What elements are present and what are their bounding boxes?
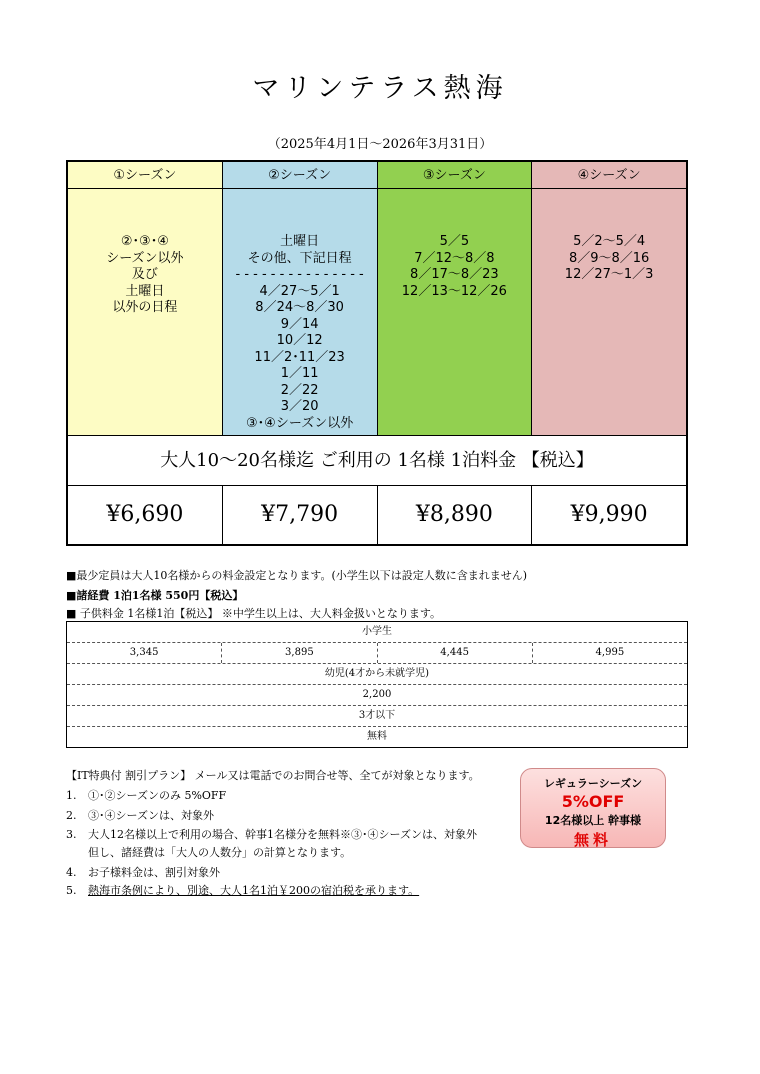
badge-line-1: レギュラーシーズン <box>543 777 643 790</box>
plan-item <box>66 787 226 803</box>
toddler-label: 3才以下 <box>67 706 687 727</box>
item-number: 2. <box>66 809 77 822</box>
date-line: 5／5 <box>439 234 470 249</box>
date-line: 8／9～8／16 <box>568 250 650 266</box>
date-line: 及び <box>131 267 158 282</box>
child-fee-table <box>66 621 688 748</box>
plan-item <box>66 864 220 880</box>
plan-heading: 【IT特典付 割引プラン】 メール又は電話でのお問合せ等、全てが対象となります。 <box>66 769 480 782</box>
date-line: ③･④シーズン以外 <box>246 415 354 431</box>
infant-price: 2,200 <box>67 685 687 706</box>
item-number: 4. <box>66 866 77 879</box>
infant-label: 幼児(4才から未就学児) <box>67 664 687 685</box>
season-header-row <box>68 162 686 189</box>
season-4-header: ④シーズン <box>532 162 686 189</box>
date-line: 10／12 <box>276 333 323 348</box>
badge-discount: 5%OFF <box>561 792 625 811</box>
season-price-table <box>66 160 688 546</box>
rate-note: 大人10～20名様迄 ご利用の 1名様 1泊料金 【税込】 <box>68 435 686 486</box>
date-line: 8／24～8／30 <box>255 300 344 315</box>
expenses-note: ■諸経費 1泊1名様 550円【税込】 <box>66 589 244 602</box>
elementary-label: 小学生 <box>67 622 687 643</box>
date-line: 12／13～12／26 <box>401 283 507 299</box>
date-line: 1／11 <box>280 366 319 381</box>
date-line: 2／22 <box>280 382 319 398</box>
item-text: ①･②シーズンのみ 5%OFF <box>88 789 227 802</box>
season-4-dates <box>532 189 686 435</box>
badge-line-3: 12名様以上 幹事様 <box>544 814 642 827</box>
date-line: 土曜日 <box>125 283 165 299</box>
item-text: ③･④シーズンは、対象外 <box>88 809 214 822</box>
season-3-price: ¥8,890 <box>378 486 533 544</box>
season-4-price: ¥9,990 <box>570 502 648 527</box>
validity-period: （2025年4月1日～2026年3月31日） <box>267 137 493 152</box>
date-line: 以外の日程 <box>112 300 178 315</box>
season-1-dates <box>68 189 223 435</box>
season-3-dates <box>378 189 533 435</box>
season-2-dates <box>223 189 378 435</box>
season-2-price: ¥7,790 <box>223 486 378 544</box>
item-text: 熱海市条例により、別途、大人1名1泊￥200の宿泊税を承ります。 <box>88 884 420 897</box>
item-number: 1. <box>66 789 77 802</box>
item-text: お子様料金は、割引対象外 <box>88 866 220 879</box>
date-line: 9／14 <box>280 316 319 332</box>
child-fee-note: ■ 子供料金 1名様1泊【税込】 ※中学生以上は、大人料金扱いとなります。 <box>66 607 441 620</box>
date-line: その他、下記日程 <box>247 250 352 266</box>
badge-free: 無料 <box>573 831 612 849</box>
min-people-note: ■最少定員は大人10名様からの料金設定となります。(小学生以下は設定人数に含まれません) <box>66 569 528 582</box>
date-line: 11／2･11／23 <box>254 349 345 365</box>
page-title: マリンテラス熱海 <box>252 73 508 104</box>
regular-season-badge <box>520 768 666 848</box>
plan-item <box>66 844 351 860</box>
elementary-price-row <box>67 643 687 664</box>
item-number: 5. <box>66 884 77 897</box>
date-line: 5／2～5／4 <box>573 234 646 249</box>
dashed-separator: - - - - - - - - - - - - - - - <box>235 267 364 282</box>
plan-item <box>66 807 214 823</box>
season-dates-row <box>68 189 686 435</box>
season-3-header: ③シーズン <box>378 162 533 189</box>
plan-item <box>66 826 477 842</box>
date-line: 4／27～5／1 <box>259 283 340 299</box>
date-line: 12／27～1／3 <box>564 267 654 282</box>
date-line: 7／12～8／8 <box>414 250 495 266</box>
plan-item <box>66 882 419 898</box>
date-line: 8／17～8／23 <box>410 267 499 282</box>
date-line: シーズン以外 <box>106 250 184 266</box>
elementary-price-3: 4,445 <box>378 643 533 663</box>
item-text: 但し、諸経費は「大人の人数分」の計算となります。 <box>88 846 352 859</box>
elementary-price-4: 4,995 <box>595 647 625 658</box>
season-1-price: ¥6,690 <box>68 486 223 544</box>
elementary-price-1: 3,345 <box>67 643 222 663</box>
toddler-price: 無料 <box>367 731 387 742</box>
item-text: 大人12名様以上で利用の場合、幹事1名様分を無料※③･④シーズンは、対象外 <box>88 828 477 841</box>
date-line: 土曜日 <box>280 234 320 249</box>
season-2-header: ②シーズン <box>223 162 378 189</box>
price-row <box>68 486 686 544</box>
season-1-header: ①シーズン <box>68 162 223 189</box>
elementary-price-2: 3,895 <box>222 643 377 663</box>
date-line: 3／20 <box>280 399 319 414</box>
date-line: ②･③･④ <box>120 234 169 249</box>
item-number: 3. <box>66 828 77 841</box>
